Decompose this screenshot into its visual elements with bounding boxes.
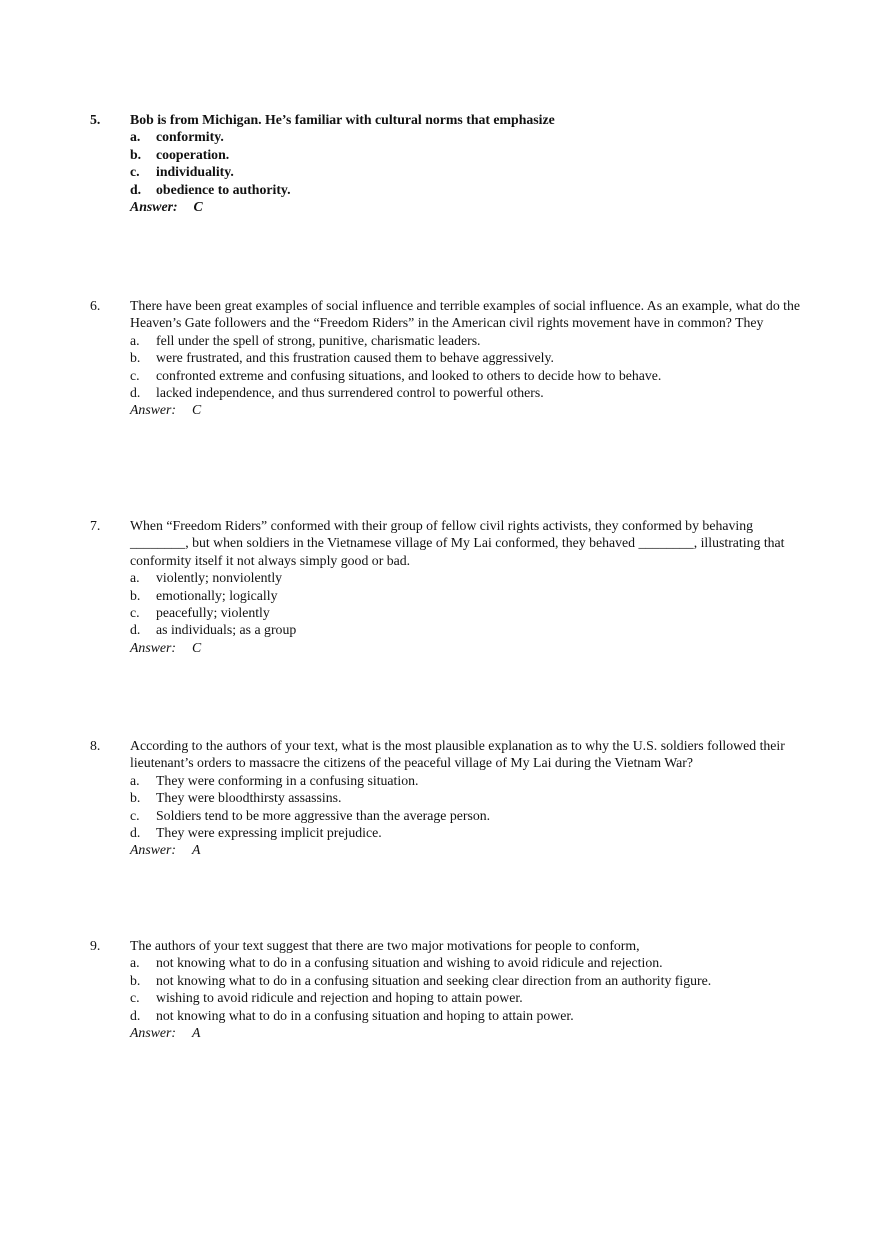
- answer-value: C: [193, 199, 203, 215]
- question-stem: Bob is from Michigan. He’s familiar with cultural norms that emphasize: [130, 112, 555, 127]
- option-d: d. obedience to authority.: [130, 181, 291, 197]
- question-9: [90, 937, 810, 1041]
- question-stem: When “Freedom Riders” conformed with their group of fellow civil rights activists, they conformed by behaving ________, but when soldiers in the Vietnamese village of My Lai conformed, they behaved ________, illustrating that conformity itself it not always simply good or bad.: [130, 518, 785, 568]
- option-d: d. They were expressing implicit prejudice.: [130, 825, 382, 841]
- answer-line: [130, 401, 810, 418]
- answer-label: Answer:: [130, 402, 176, 418]
- answer-label: Answer:: [130, 639, 176, 655]
- option-b: b. They were bloodthirsty assassins.: [130, 790, 342, 806]
- answer-line: [130, 198, 810, 215]
- question-8: [90, 737, 810, 859]
- answer-value: C: [192, 639, 202, 655]
- question-stem: According to the authors of your text, what is the most plausible explanation as to why the U.S. soldiers followed their lieutenant’s orders to massacre the citizens of the peaceful village of My Lai during the Vietnam War?: [130, 738, 785, 771]
- option-a: a. They were conforming in a confusing situation.: [130, 772, 419, 788]
- answer-value: C: [192, 402, 202, 418]
- option-d: d. lacked independence, and thus surrendered control to powerful others.: [130, 385, 544, 401]
- answer-label: Answer:: [130, 1025, 176, 1041]
- answer-value: A: [192, 1025, 201, 1041]
- option-c: c. Soldiers tend to be more aggressive than the average person.: [130, 807, 491, 823]
- option-c: c. wishing to avoid ridicule and rejection and hoping to attain power.: [130, 990, 523, 1006]
- answer-line: [130, 639, 810, 656]
- option-c: c. confronted extreme and confusing situations, and looked to others to decide how to behave.: [130, 367, 662, 383]
- option-b: b. were frustrated, and this frustration caused them to behave aggressively.: [130, 350, 554, 366]
- option-c: c. individuality.: [130, 164, 234, 180]
- answer-line: [130, 841, 810, 858]
- option-b: b. not knowing what to do in a confusing situation and seeking clear direction from an authority figure.: [130, 972, 712, 988]
- question-number: 9.: [90, 938, 101, 953]
- answer-label: Answer:: [130, 842, 176, 858]
- question-number: 6.: [90, 298, 101, 313]
- question-number: 5.: [90, 112, 101, 127]
- question-6: [90, 297, 810, 419]
- option-a: a. fell under the spell of strong, punitive, charismatic leaders.: [130, 332, 481, 348]
- question-stem: There have been great examples of social influence and terrible examples of social influence. As an example, what do the Heaven’s Gate followers and the “Freedom Riders” in the American civil rights movement have in common? They: [130, 298, 801, 331]
- answer-label: Answer:: [130, 199, 178, 215]
- option-a: a. not knowing what to do in a confusing situation and wishing to avoid ridicule and rejection.: [130, 955, 663, 971]
- answer-line: [130, 1024, 810, 1041]
- question-number: 8.: [90, 738, 101, 753]
- option-b: b. emotionally; logically: [130, 587, 278, 603]
- option-d: d. as individuals; as a group: [130, 622, 297, 638]
- question-number: 7.: [90, 518, 101, 533]
- question-7: [90, 517, 810, 656]
- question-5: [90, 111, 810, 215]
- answer-value: A: [192, 842, 201, 858]
- option-c: c. peacefully; violently: [130, 605, 270, 621]
- option-b: b. cooperation.: [130, 146, 230, 162]
- option-a: a. conformity.: [130, 129, 224, 145]
- option-a: a. violently; nonviolently: [130, 570, 283, 586]
- question-stem: The authors of your text suggest that there are two major motivations for people to conform,: [130, 938, 640, 953]
- option-d: d. not knowing what to do in a confusing situation and hoping to attain power.: [130, 1007, 574, 1023]
